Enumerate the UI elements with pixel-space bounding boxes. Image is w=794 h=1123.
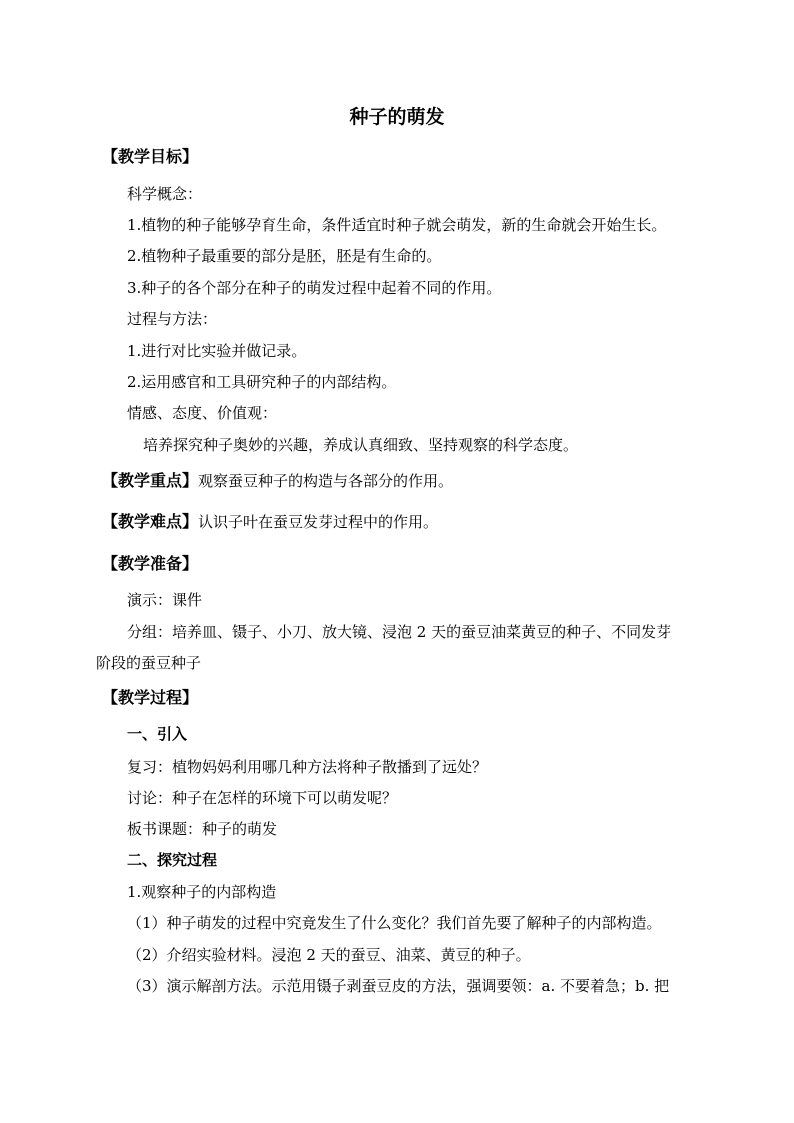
process-heading: 【教学过程】	[102, 688, 199, 707]
process-item-2: 2.运用感官和工具研究种子的内部结构。	[127, 373, 397, 391]
part1-item-3: 板书课题：种子的萌发	[127, 820, 278, 838]
objectives-heading: 【教学目标】	[102, 147, 199, 166]
preparation-demo: 演示：课件	[127, 591, 203, 609]
step1-item-3: （3）演示解剖方法。示范用镊子剥蚕豆皮的方法，强调要领：a. 不要着急；b. 把	[127, 977, 670, 995]
process-method-label: 过程与方法：	[127, 310, 218, 328]
part1-title: 一、引入	[127, 725, 188, 743]
key-point-heading: 【教学重点】	[102, 471, 199, 490]
part1-item-1: 复习：植物妈妈利用哪几种方法将种子散播到了远处？	[127, 758, 488, 776]
part1-item-2: 讨论：种子在怎样的环境下可以萌发呢？	[127, 789, 398, 807]
attitude-text: 培养探究种子奥妙的兴趣，养成认真细致、坚持观察的科学态度。	[143, 436, 579, 454]
attitude-label: 情感、态度、价值观：	[127, 404, 278, 422]
difficulty-heading: 【教学难点】	[102, 512, 199, 531]
preparation-group-line2: 阶段的蚕豆种子	[96, 654, 202, 672]
science-concepts-label: 科学概念：	[127, 185, 203, 203]
process-item-1: 1.进行对比实验并做记录。	[127, 342, 307, 360]
science-item-3: 3.种子的各个部分在种子的萌发过程中起着不同的作用。	[127, 279, 502, 297]
key-point-text: 观察蚕豆种子的构造与各部分的作用。	[198, 472, 454, 490]
document-title: 种子的萌发	[349, 106, 445, 128]
difficulty-row	[102, 511, 438, 533]
step1-item-1: （1）种子萌发的过程中究竟发生了什么变化？我们首先要了解种子的内部构造。	[127, 914, 662, 932]
key-point-row	[102, 470, 453, 492]
preparation-heading: 【教学准备】	[102, 554, 199, 573]
part2-title: 二、探究过程	[127, 851, 218, 869]
science-item-2: 2.植物种子最重要的部分是胚，胚是有生命的。	[127, 247, 442, 265]
preparation-group-line1: 分组：培养皿、镊子、小刀、放大镜、浸泡 2 天的蚕豆油菜黄豆的种子、不同发芽	[127, 623, 672, 641]
step1-item-2: （2）介绍实验材料。浸泡 2 天的蚕豆、油菜、黄豆的种子。	[127, 946, 531, 964]
science-item-1: 1.植物的种子能够孕育生命，条件适宜时种子就会萌发，新的生命就会开始生长。	[127, 216, 667, 234]
step1-title: 1.观察种子的内部构造	[127, 883, 277, 901]
difficulty-text: 认识子叶在蚕豆发芽过程中的作用。	[198, 513, 439, 531]
